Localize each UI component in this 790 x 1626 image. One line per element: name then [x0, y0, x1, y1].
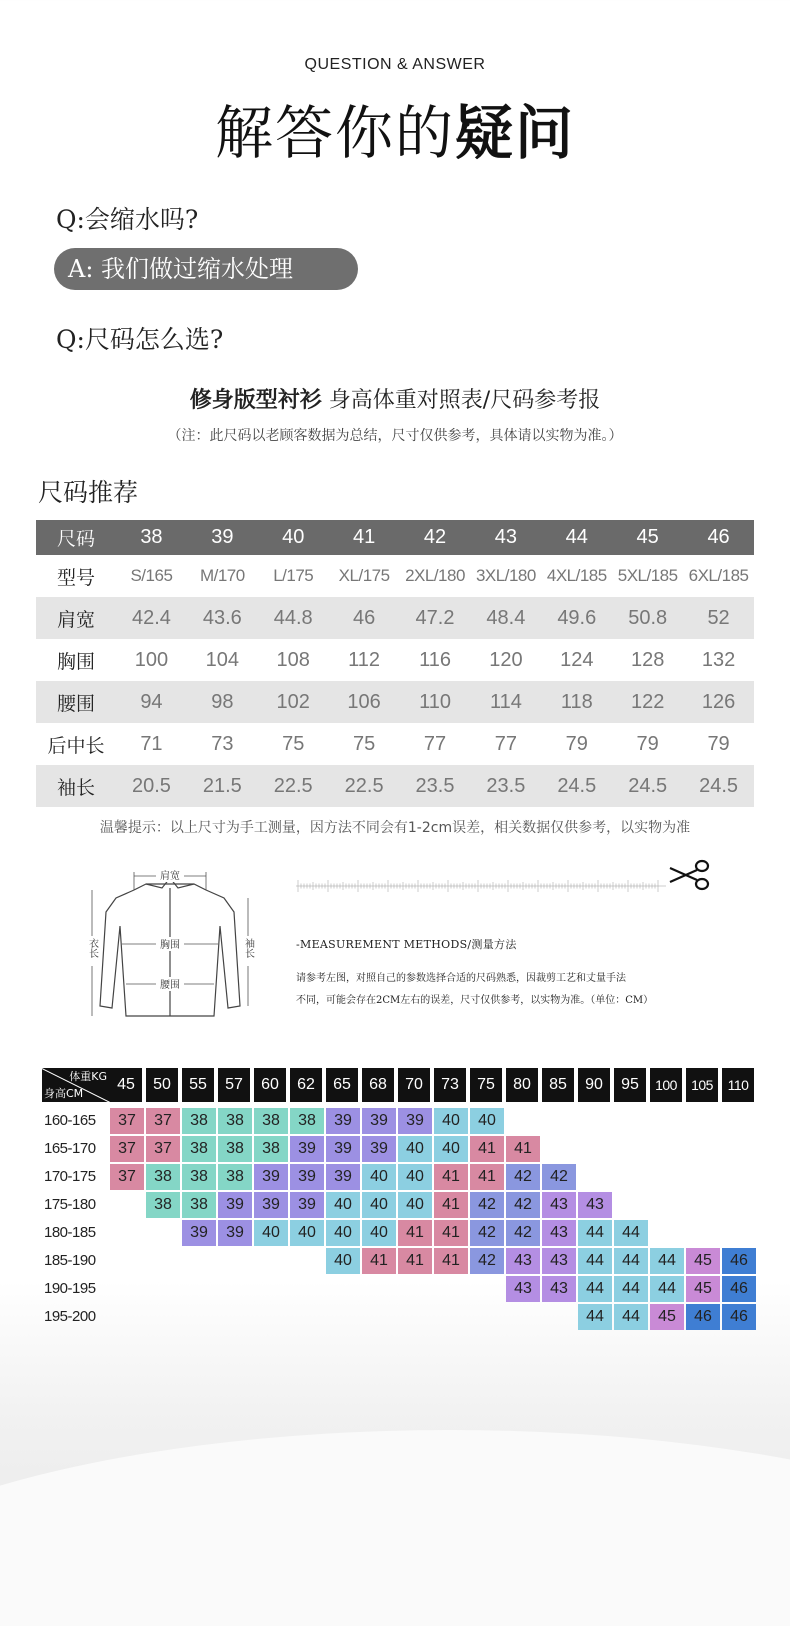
grid-size-cell: 44	[578, 1220, 612, 1246]
size-cell: 23.5	[486, 774, 526, 797]
grid-size-cell: 39	[326, 1108, 360, 1134]
grid-size-cell: 40	[470, 1108, 504, 1134]
size-cell: 77	[423, 732, 447, 755]
grid-size-cell: 40	[398, 1192, 432, 1218]
grid-weight-header: 95	[614, 1068, 648, 1102]
grid-size-cell: 39	[182, 1220, 216, 1246]
size-cell: 114	[489, 690, 522, 713]
grid-size-cell: 40	[362, 1164, 396, 1190]
size-row-label: 腰围	[56, 692, 95, 715]
size-table-title	[0, 383, 790, 414]
grid-size-cell: 41	[434, 1220, 468, 1246]
size-cell: 49.6	[557, 606, 597, 629]
grid-height-label: 195-200	[44, 1308, 96, 1325]
grid-size-cell: 38	[182, 1164, 216, 1190]
measurement-desc-line2: 不同，可能会存在2CM左右的误差，尺寸仅供参考，以实物为准。（单位：CM）	[296, 995, 654, 1006]
size-cell: 75	[282, 732, 305, 755]
grid-weight-header: 68	[362, 1068, 396, 1102]
grid-size-cell: 44	[614, 1248, 648, 1274]
grid-weight-header: 45	[110, 1068, 144, 1102]
grid-size-cell: 43	[542, 1220, 576, 1246]
size-row-label: 后中长	[47, 734, 105, 757]
grid-size-cell: 40	[326, 1220, 360, 1246]
grid-size-cell: 38	[182, 1192, 216, 1218]
grid-weight-header: 110	[722, 1068, 756, 1102]
size-cell: 48.4	[486, 606, 526, 629]
grid-size-cell: 37	[146, 1136, 180, 1162]
measurement-methods-desc	[296, 968, 666, 1012]
size-header-cell: 40	[282, 526, 305, 548]
size-cell: 3XL/180	[475, 566, 536, 585]
grid-size-cell: 41	[470, 1164, 504, 1190]
grid-size-cell: 37	[110, 1136, 144, 1162]
grid-height-label: 180-185	[44, 1224, 96, 1241]
header-cn-bold: 疑问	[455, 99, 576, 167]
grid-size-cell: 41	[434, 1164, 468, 1190]
size-cell: 73	[211, 732, 234, 755]
grid-size-cell: 39	[254, 1164, 288, 1190]
grid-size-cell: 44	[650, 1276, 684, 1302]
size-table-row	[36, 639, 754, 681]
grid-size-cell: 39	[254, 1192, 288, 1218]
grid-size-cell: 45	[686, 1276, 720, 1302]
grid-weight-header: 62	[290, 1068, 324, 1102]
size-header-cell: 39	[211, 526, 234, 548]
size-cell: 44.8	[273, 606, 313, 629]
size-cell: 122	[630, 690, 665, 713]
size-table-row	[36, 681, 754, 723]
grid-size-cell: 38	[218, 1164, 252, 1190]
size-table	[36, 520, 754, 807]
size-header-cell: 42	[423, 526, 447, 548]
grid-size-cell: 40	[254, 1220, 288, 1246]
size-cell: 102	[276, 690, 310, 713]
shirt-diagram	[76, 856, 266, 1031]
grid-size-cell: 43	[506, 1276, 540, 1302]
size-cell: L/175	[273, 566, 314, 585]
grid-size-cell: 38	[146, 1192, 180, 1218]
grid-weight-header: 73	[434, 1068, 468, 1102]
background-swoosh	[0, 1430, 790, 1626]
grid-size-cell: 41	[398, 1248, 432, 1274]
grid-size-cell: 41	[434, 1192, 468, 1218]
grid-height-label: 185-190	[44, 1252, 96, 1269]
grid-size-cell: 46	[722, 1304, 756, 1330]
size-cell: 100	[134, 648, 169, 671]
grid-size-cell: 40	[398, 1136, 432, 1162]
grid-size-cell: 39	[398, 1108, 432, 1134]
grid-size-cell: 40	[290, 1220, 324, 1246]
grid-size-cell: 41	[470, 1136, 504, 1162]
size-cell: 43.6	[202, 606, 242, 629]
size-header-cell: 44	[565, 526, 588, 548]
grid-size-cell: 39	[326, 1164, 360, 1190]
grid-weight-header: 70	[398, 1068, 432, 1102]
grid-size-cell: 42	[542, 1164, 576, 1190]
size-cell: 124	[560, 648, 594, 671]
size-cell: 24.5	[699, 774, 739, 797]
diagram-shoulder-label: 肩宽	[160, 871, 180, 882]
diagram-waist-label: 腰围	[160, 980, 180, 991]
size-cell: 5XL/185	[617, 566, 678, 585]
grid-size-cell: 43	[542, 1276, 576, 1302]
size-table-header	[36, 520, 754, 555]
grid-size-cell: 46	[722, 1248, 756, 1274]
size-header-cell: 43	[494, 526, 518, 548]
answer-shrink-pill: A: 我们做过缩水处理	[54, 248, 358, 290]
size-cell: 23.5	[415, 774, 455, 797]
size-row-label: 型号	[56, 566, 95, 589]
grid-weight-header: 57	[218, 1068, 252, 1102]
grid-size-cell: 44	[650, 1248, 684, 1274]
grid-size-cell: 39	[290, 1164, 324, 1190]
grid-size-cell: 40	[434, 1108, 468, 1134]
size-cell: 128	[630, 648, 665, 671]
measurement-desc-line1: 请参考左图，对照自己的参数选择合适的尺码熟悉，因裁剪工艺和丈量手法	[296, 973, 626, 984]
size-cell: 116	[419, 648, 451, 671]
grid-size-cell: 38	[182, 1136, 216, 1162]
grid-size-cell: 40	[326, 1248, 360, 1274]
size-cell: 79	[565, 732, 588, 755]
grid-height-label: 175-180	[44, 1196, 96, 1213]
grid-size-cell: 39	[362, 1136, 396, 1162]
grid-weight-header: 50	[146, 1068, 180, 1102]
size-table-title-bold: 修身版型衬衫	[189, 388, 322, 413]
grid-size-cell: 42	[506, 1164, 540, 1190]
size-cell: 22.5	[344, 774, 384, 797]
size-cell: 21.5	[202, 774, 242, 797]
grid-size-cell: 44	[578, 1304, 612, 1330]
grid-weight-header: 60	[254, 1068, 288, 1102]
grid-size-cell: 40	[362, 1192, 396, 1218]
size-cell: 120	[489, 648, 523, 671]
size-cell: S/165	[130, 566, 173, 585]
grid-size-cell: 38	[218, 1136, 252, 1162]
header-en: QUESTION & ANSWER	[304, 56, 486, 73]
grid-size-cell: 42	[506, 1220, 540, 1246]
grid-size-cell: 39	[290, 1192, 324, 1218]
size-cell: 50.8	[628, 606, 668, 629]
size-header-label: 尺码	[56, 528, 95, 550]
size-cell: 132	[701, 648, 736, 671]
size-cell: 20.5	[131, 774, 171, 797]
grid-size-cell: 42	[470, 1192, 504, 1218]
size-cell: 24.5	[557, 774, 597, 797]
size-cell: 98	[211, 690, 234, 713]
size-table-row	[36, 765, 754, 807]
grid-size-cell: 37	[110, 1164, 144, 1190]
size-cell: M/170	[199, 566, 245, 585]
grid-size-cell: 44	[614, 1220, 648, 1246]
size-table-row	[36, 597, 754, 639]
grid-size-cell: 38	[182, 1108, 216, 1134]
grid-height-label: 160-165	[44, 1112, 96, 1129]
size-cell: 77	[494, 732, 518, 755]
grid-size-cell: 38	[254, 1136, 288, 1162]
diagram-length-label: 衣长	[86, 938, 98, 958]
size-cell: 6XL/185	[688, 566, 749, 585]
diagram-chest-label: 胸围	[160, 940, 180, 951]
grid-size-cell: 46	[686, 1304, 720, 1330]
grid-size-cell: 37	[110, 1108, 144, 1134]
grid-size-cell: 43	[506, 1248, 540, 1274]
grid-size-cell: 44	[614, 1276, 648, 1302]
grid-size-cell: 38	[218, 1108, 252, 1134]
size-row-label: 袖长	[56, 776, 95, 799]
grid-weight-header: 80	[506, 1068, 540, 1102]
grid-size-cell: 40	[326, 1192, 360, 1218]
measurement-methods-title: -MEASUREMENT METHODS/测量方法	[296, 938, 517, 951]
size-cell: 104	[205, 648, 240, 671]
warm-tip: 温馨提示：以上尺寸为手工测量，因方法不同会有1-2cm误差，相关数据仅供参考，以实物为准	[99, 820, 691, 836]
size-cell: 94	[140, 690, 163, 713]
size-cell: 22.5	[273, 774, 313, 797]
grid-size-cell: 38	[290, 1108, 324, 1134]
size-cell: 112	[348, 648, 381, 671]
size-cell: 126	[701, 690, 736, 713]
size-cell: 2XL/180	[405, 566, 465, 585]
size-cell: 79	[707, 732, 730, 755]
grid-weight-header: 55	[182, 1068, 216, 1102]
grid-size-cell: 39	[290, 1136, 324, 1162]
grid-size-cell: 45	[686, 1248, 720, 1274]
header-cn	[0, 86, 790, 170]
grid-size-cell: 42	[470, 1220, 504, 1246]
grid-size-cell: 39	[218, 1192, 252, 1218]
size-cell: 42.4	[131, 606, 171, 629]
size-cell: 47.2	[415, 606, 455, 629]
size-cell: 118	[560, 690, 593, 713]
size-cell: 79	[636, 732, 659, 755]
grid-size-cell: 38	[254, 1108, 288, 1134]
grid-size-cell: 41	[506, 1136, 540, 1162]
grid-corner-height: 身高CM	[44, 1087, 84, 1100]
diagram-sleeve-label: 袖长	[242, 938, 254, 958]
grid-weight-header: 85	[542, 1068, 576, 1102]
size-cell: 75	[352, 732, 376, 755]
scissors-icon	[668, 858, 712, 892]
size-recommend-title: 尺码推荐	[38, 478, 139, 507]
size-header-cell: 46	[707, 526, 730, 548]
size-table-title-rest: 身高体重对照表/尺码参考报	[321, 388, 601, 413]
size-table-row	[36, 723, 754, 765]
grid-height-label: 170-175	[44, 1168, 96, 1185]
grid-weight-header: 90	[578, 1068, 612, 1102]
grid-corner-weight: 体重KG	[69, 1070, 107, 1083]
grid-corner	[42, 1068, 110, 1102]
grid-size-cell: 45	[650, 1304, 684, 1330]
grid-size-cell: 42	[506, 1192, 540, 1218]
size-cell: 106	[347, 690, 381, 713]
grid-size-cell: 41	[434, 1248, 468, 1274]
ruler-icon	[296, 866, 686, 906]
size-cell: 108	[276, 648, 310, 671]
grid-height-label: 165-170	[44, 1140, 96, 1157]
grid-size-cell: 43	[578, 1192, 612, 1218]
size-cell: 110	[419, 690, 451, 713]
size-table-row	[36, 555, 754, 597]
size-cell: 71	[140, 732, 163, 755]
grid-size-cell: 44	[578, 1276, 612, 1302]
question-size: Q:尺码怎么选?	[56, 325, 224, 354]
size-cell: 52	[707, 606, 730, 629]
grid-size-cell: 43	[542, 1248, 576, 1274]
question-shrink: Q:会缩水吗?	[56, 205, 199, 234]
grid-size-cell: 41	[398, 1220, 432, 1246]
grid-weight-header: 75	[470, 1068, 504, 1102]
size-row-label: 肩宽	[56, 608, 95, 631]
grid-size-cell: 40	[434, 1136, 468, 1162]
size-table-note: （注：此尺码以老顾客数据为总结，尺寸仅供参考，具体请以实物为准。）	[167, 428, 623, 444]
grid-size-cell: 37	[146, 1108, 180, 1134]
grid-weight-header: 105	[686, 1068, 720, 1102]
grid-size-cell: 42	[470, 1248, 504, 1274]
size-cell: 46	[352, 606, 376, 629]
grid-size-cell: 46	[722, 1276, 756, 1302]
grid-size-cell: 39	[218, 1220, 252, 1246]
grid-weight-header: 100	[650, 1068, 684, 1102]
size-row-label: 胸围	[56, 650, 95, 673]
header-cn-normal: 解答你的	[214, 99, 455, 167]
size-cell: 4XL/185	[546, 566, 607, 585]
grid-size-cell: 43	[542, 1192, 576, 1218]
grid-size-cell: 39	[326, 1136, 360, 1162]
size-header-cell: 41	[352, 526, 376, 548]
size-cell: 24.5	[628, 774, 668, 797]
grid-size-cell: 39	[362, 1108, 396, 1134]
grid-size-cell: 41	[362, 1248, 396, 1274]
grid-height-label: 190-195	[44, 1280, 96, 1297]
size-cell: XL/175	[338, 566, 390, 585]
grid-size-cell: 38	[146, 1164, 180, 1190]
size-header-cell: 38	[140, 526, 163, 548]
grid-size-cell: 44	[578, 1248, 612, 1274]
grid-size-cell: 44	[614, 1304, 648, 1330]
grid-size-cell: 40	[398, 1164, 432, 1190]
grid-weight-header: 65	[326, 1068, 360, 1102]
size-header-cell: 45	[636, 526, 659, 548]
grid-size-cell: 40	[362, 1220, 396, 1246]
